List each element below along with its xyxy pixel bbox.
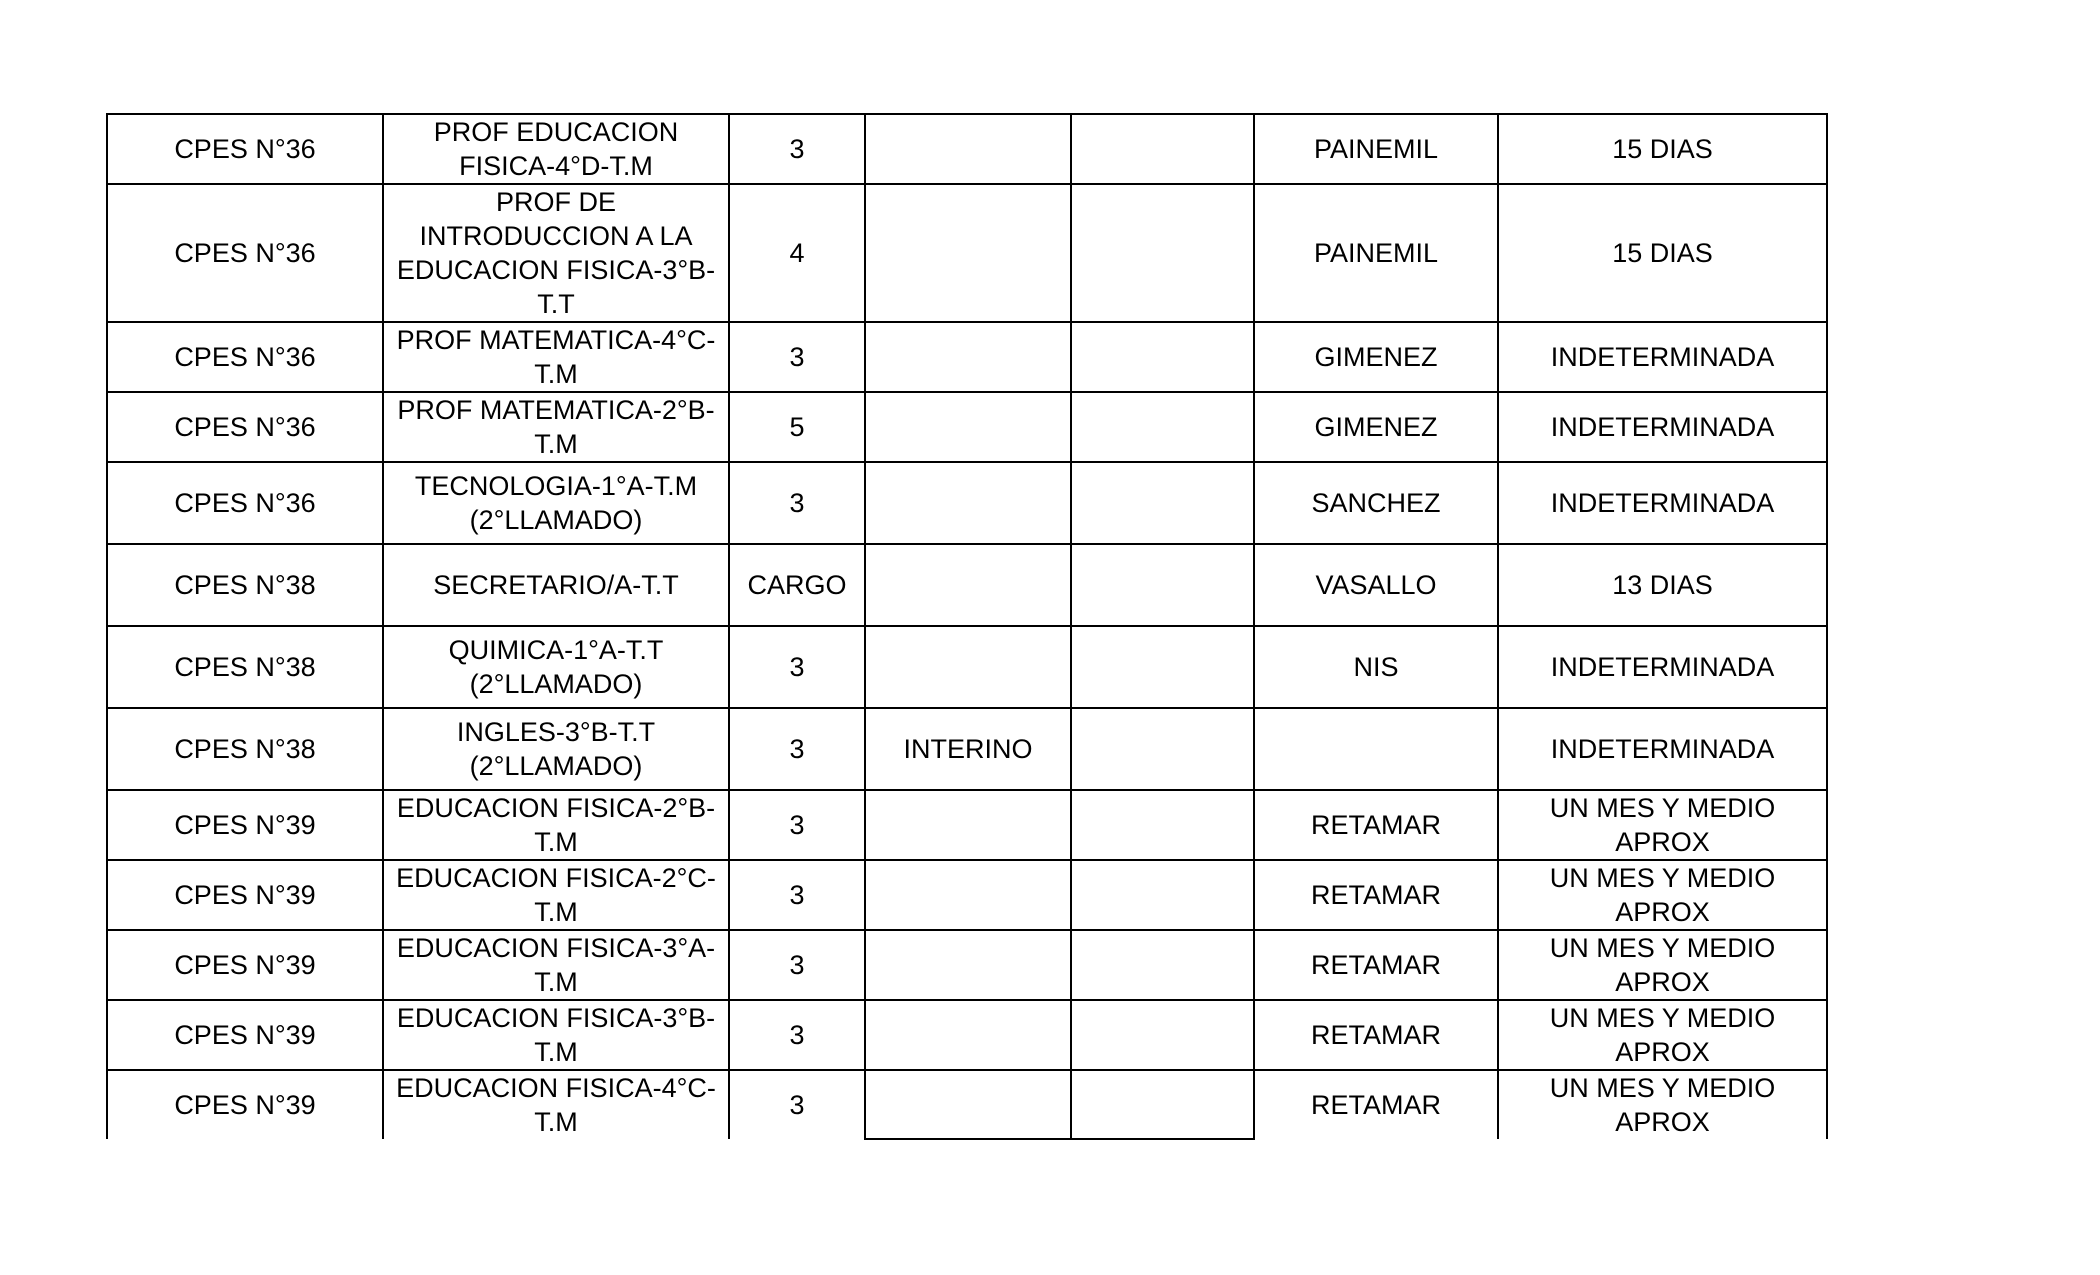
extra-cell [1071,322,1254,392]
subject-text: EDUCACION FISICA-3°A- T.M [396,933,716,997]
school-text: CPES N°36 [174,342,316,372]
teacher-text: SANCHEZ [1311,488,1441,518]
status-cell [865,930,1071,1000]
duration-text: UN MES Y MEDIO APROX [1549,1073,1776,1137]
extra-cell [1071,708,1254,790]
duration-text: INDETERMINADA [1550,734,1775,764]
teacher-cell [1254,1070,1498,1139]
school-text: CPES N°36 [174,238,316,268]
duration-cell [1498,930,1827,1000]
subject-cell [383,930,729,1000]
status-cell [865,1070,1071,1139]
extra-cell [1071,114,1254,184]
status-cell [865,114,1071,184]
duration-cell [1498,626,1827,708]
status-cell [865,322,1071,392]
hours-text: 3 [789,810,805,840]
hours-cell [729,392,865,462]
hours-text: 4 [789,238,805,268]
hours-cell [729,860,865,930]
hours-cell [729,544,865,626]
hours-cell [729,462,865,544]
duration-cell [1498,790,1827,860]
subject-cell [383,392,729,462]
duration-cell [1498,544,1827,626]
teacher-cell [1254,392,1498,462]
school-text: CPES N°39 [174,810,316,840]
table-row [107,930,1827,1000]
teacher-text: RETAMAR [1310,1090,1441,1120]
subject-cell [383,790,729,860]
status-cell [865,860,1071,930]
hours-cell [729,1000,865,1070]
teacher-text: GIMENEZ [1314,412,1438,442]
teacher-text: GIMENEZ [1314,342,1438,372]
hours-text: 3 [789,1090,805,1120]
school-text: CPES N°36 [174,412,316,442]
school-cell [107,184,383,322]
hours-text: 5 [789,412,805,442]
teacher-cell [1254,790,1498,860]
school-cell [107,860,383,930]
subject-cell [383,544,729,626]
school-cell [107,790,383,860]
teacher-text: NIS [1353,652,1399,682]
hours-text: 3 [789,488,805,518]
school-text: CPES N°38 [174,570,316,600]
extra-cell [1071,184,1254,322]
status-cell [865,544,1071,626]
extra-cell [1071,1070,1254,1139]
table-body [107,114,1827,1139]
duration-cell [1498,114,1827,184]
duration-cell [1498,322,1827,392]
teacher-cell [1254,708,1498,790]
duration-text: 15 DIAS [1612,238,1713,268]
subject-text: EDUCACION FISICA-4°C- T.M [396,1073,716,1137]
extra-cell [1071,626,1254,708]
teacher-text: VASALLO [1315,570,1437,600]
school-text: CPES N°38 [174,734,316,764]
subject-cell [383,114,729,184]
table-row [107,1070,1827,1139]
hours-cell [729,114,865,184]
table-row [107,1000,1827,1070]
teacher-cell [1254,114,1498,184]
hours-text: 3 [789,342,805,372]
teacher-cell [1254,184,1498,322]
hours-cell [729,184,865,322]
duration-cell [1498,184,1827,322]
status-text: INTERINO [903,734,1033,764]
duration-cell [1498,392,1827,462]
hours-text: 3 [789,950,805,980]
teacher-text: RETAMAR [1310,810,1441,840]
subject-cell [383,860,729,930]
status-cell [865,392,1071,462]
duration-text: INDETERMINADA [1550,488,1775,518]
subject-text: PROF DE INTRODUCCION A LA EDUCACION FISICA-3°B- T.T [396,187,716,319]
school-cell [107,1070,383,1139]
teacher-text: RETAMAR [1310,880,1441,910]
school-text: CPES N°36 [174,134,316,164]
teacher-cell [1254,322,1498,392]
status-cell [865,184,1071,322]
table-row [107,322,1827,392]
subject-cell [383,1000,729,1070]
hours-text: 3 [789,1020,805,1050]
hours-cell [729,790,865,860]
teacher-cell [1254,930,1498,1000]
hours-text: 3 [789,734,805,764]
hours-cell [729,1070,865,1139]
school-text: CPES N°39 [174,1020,316,1050]
duration-text: UN MES Y MEDIO APROX [1549,933,1776,997]
subject-text: PROF MATEMATICA-2°B- T.M [397,395,715,459]
status-cell [865,626,1071,708]
table-row [107,626,1827,708]
school-cell [107,392,383,462]
duration-text: INDETERMINADA [1550,342,1775,372]
status-cell [865,1000,1071,1070]
school-text: CPES N°39 [174,1090,316,1120]
status-cell [865,790,1071,860]
duration-text: 13 DIAS [1612,570,1713,600]
teacher-cell [1254,544,1498,626]
teacher-text: RETAMAR [1310,1020,1441,1050]
subject-text: INGLES-3°B-T.T (2°LLAMADO) [456,717,656,781]
teacher-cell [1254,462,1498,544]
table-row [107,184,1827,322]
subject-text: EDUCACION FISICA-3°B- T.M [396,1003,716,1067]
school-text: CPES N°38 [174,652,316,682]
table-row [107,708,1827,790]
school-text: CPES N°36 [174,488,316,518]
hours-text: 3 [789,652,805,682]
extra-cell [1071,790,1254,860]
school-cell [107,708,383,790]
extra-cell [1071,1000,1254,1070]
hours-text: 3 [789,134,805,164]
subject-text: PROF EDUCACION FISICA-4°D-T.M [433,117,679,181]
school-cell [107,626,383,708]
status-cell [865,462,1071,544]
teacher-cell [1254,1000,1498,1070]
duration-text: UN MES Y MEDIO APROX [1549,863,1776,927]
duration-cell [1498,1070,1827,1139]
subject-cell [383,1070,729,1139]
school-cell [107,930,383,1000]
school-cell [107,1000,383,1070]
hours-cell [729,322,865,392]
document-sheet [106,113,1828,1140]
duration-cell [1498,1000,1827,1070]
school-text: CPES N°39 [174,880,316,910]
extra-cell [1071,462,1254,544]
table-row [107,392,1827,462]
extra-cell [1071,860,1254,930]
subject-cell [383,708,729,790]
vacancy-table [106,113,1828,1140]
duration-text: UN MES Y MEDIO APROX [1549,793,1776,857]
subject-cell [383,626,729,708]
hours-cell [729,626,865,708]
subject-text: EDUCACION FISICA-2°B- T.M [396,793,716,857]
duration-text: INDETERMINADA [1550,652,1775,682]
school-cell [107,544,383,626]
table-row [107,544,1827,626]
teacher-cell [1254,860,1498,930]
hours-cell [729,708,865,790]
teacher-text: PAINEMIL [1313,238,1439,268]
school-text: CPES N°39 [174,950,316,980]
duration-cell [1498,708,1827,790]
subject-text: SECRETARIO/A-T.T [433,570,679,600]
subject-text: TECNOLOGIA-1°A-T.M (2°LLAMADO) [414,471,698,535]
extra-cell [1071,544,1254,626]
teacher-text: RETAMAR [1310,950,1441,980]
hours-text: CARGO [747,570,847,600]
teacher-cell [1254,626,1498,708]
status-cell [865,708,1071,790]
duration-cell [1498,462,1827,544]
duration-cell [1498,860,1827,930]
duration-text: INDETERMINADA [1550,412,1775,442]
extra-cell [1071,392,1254,462]
table-row [107,462,1827,544]
teacher-text: PAINEMIL [1313,134,1439,164]
table-row [107,860,1827,930]
school-cell [107,322,383,392]
subject-cell [383,462,729,544]
hours-cell [729,930,865,1000]
subject-cell [383,322,729,392]
subject-text: QUIMICA-1°A-T.T (2°LLAMADO) [448,635,664,699]
school-cell [107,114,383,184]
subject-text: PROF MATEMATICA-4°C- T.M [396,325,716,389]
hours-text: 3 [789,880,805,910]
subject-cell [383,184,729,322]
table-row [107,114,1827,184]
duration-text: 15 DIAS [1612,134,1713,164]
table-row [107,790,1827,860]
school-cell [107,462,383,544]
extra-cell [1071,930,1254,1000]
duration-text: UN MES Y MEDIO APROX [1549,1003,1776,1067]
subject-text: EDUCACION FISICA-2°C- T.M [396,863,716,927]
